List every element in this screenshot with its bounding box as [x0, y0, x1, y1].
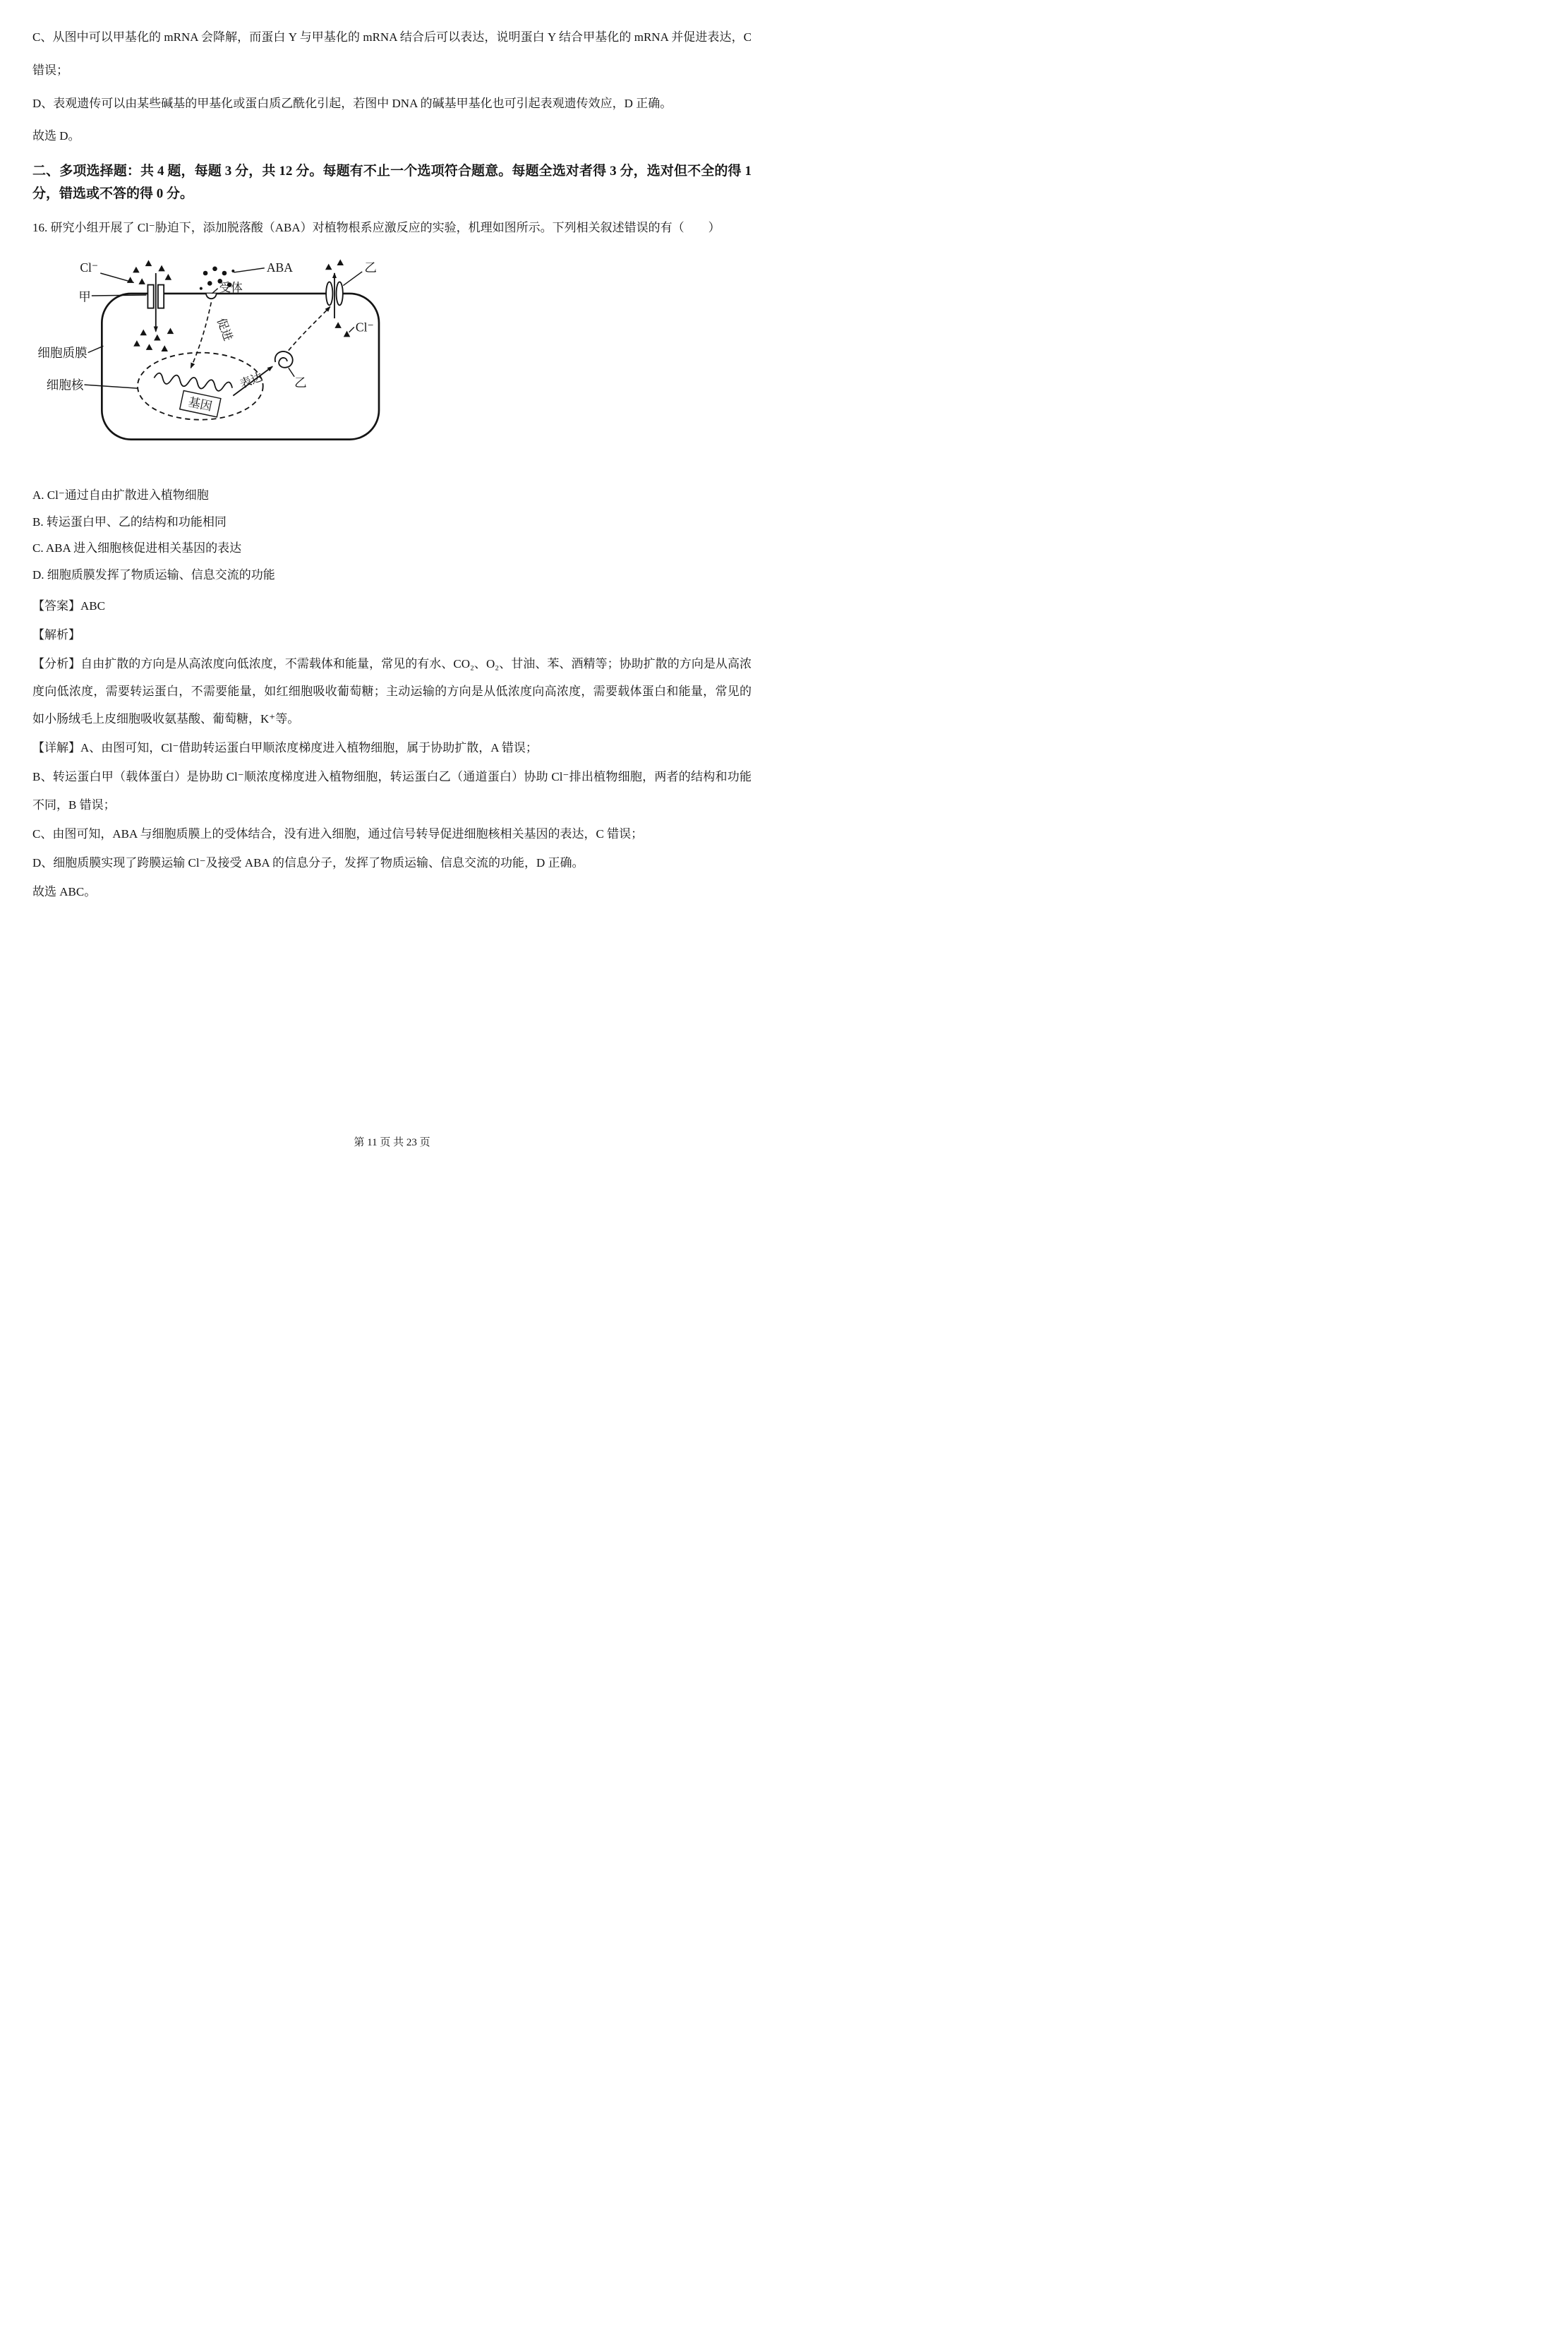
answer-choice-d: 故选 D。: [32, 129, 80, 143]
cl-particles-inside: [133, 328, 174, 351]
receptor-label: 受体: [219, 281, 243, 295]
question-16-options: [32, 482, 752, 588]
promote-label: 促进: [214, 316, 235, 343]
option-d: D. 细胞质膜发挥了物质运输、信息交流的功能: [32, 567, 275, 582]
nucleus-label: 细胞核: [46, 378, 84, 392]
option-b: B. 转运蛋白甲、乙的结构和功能相同: [32, 515, 227, 529]
cell-diagram-svg: [35, 251, 416, 470]
express-label: 表达: [238, 370, 265, 392]
section-heading: 二、多项选择题：共 4 题，每题 3 分，共 12 分。每题有不止一个选项符合题意。每题全选对者得 3 分，选对但不全的得 1 分，错选或不答的得 0 分。: [32, 164, 752, 202]
cell-membrane-outline: [102, 294, 379, 440]
protein-yi-top-label: 乙: [364, 260, 377, 275]
question-16-diagram: [35, 251, 752, 474]
cl-left-label: Cl⁻: [80, 260, 99, 275]
protein-yi-inner-label: 乙: [294, 375, 307, 390]
page-footer: 第 11 页 共 23 页: [354, 1137, 430, 1148]
cl-particles-outside: [127, 260, 171, 285]
explain-option-c: C、从图中可以甲基化的 mRNA 会降解，而蛋白 Y 与甲基化的 mRNA 结合后可以表达，说明蛋白 Y 结合甲基化的 mRNA 并促进表达，C 错误；: [32, 30, 752, 77]
plasma-membrane-label: 细胞质膜: [37, 346, 88, 361]
option-a: A. Cl⁻通过自由扩散进入植物细胞: [32, 488, 209, 503]
gene-label-box: [180, 391, 221, 417]
gene-label: 基因: [187, 395, 214, 414]
xiangjie-d: D、细胞质膜实现了跨膜运输 Cl⁻及接受 ABA 的信息分子，发挥了物质运输、信息交流的功能，D 正确。: [32, 855, 584, 870]
transport-protein-yi: [326, 273, 343, 318]
receptor-shape: [206, 294, 216, 299]
transport-protein-jia: [147, 273, 164, 332]
cl-right-label: Cl⁻: [355, 320, 374, 335]
answer-line: 【答案】ABC: [32, 598, 105, 613]
answer-choice-abc: 故选 ABC。: [32, 884, 97, 898]
option-c: C. ABA 进入细胞核促进相关基因的表达: [32, 541, 242, 555]
xiangjie-a: 【详解】A、由图可知，Cl⁻借助转运蛋白甲顺浓度梯度进入植物细胞，属于协助扩散，A 错误；: [32, 741, 538, 755]
xiangjie-b: B、转运蛋白甲（载体蛋白）是协助 Cl⁻顺浓度梯度进入植物细胞，转运蛋白乙（通道蛋白）协助 Cl⁻排出植物细胞，两者的结构和功能不同，B 错误；: [32, 770, 752, 812]
signal-promote-arrow: [191, 303, 211, 368]
explain-option-d: D、表观遗传可以由某些碱基的甲基化或蛋白质乙酰化引起，若图中 DNA 的碱基甲基化也可引起表观遗传效应，D 正确。: [32, 96, 673, 110]
protein-yi-blob: [275, 351, 293, 368]
dna-coil: [153, 370, 233, 396]
protein-to-channel-arrow: [289, 307, 330, 351]
xiangjie-c: C、由图可知，ABA 与细胞质膜上的受体结合，没有进入细胞，通过信号转导促进细胞核相关基因的表达，C 错误；: [32, 826, 644, 841]
exam-page: [0, 0, 784, 1173]
question-16-stem: 16. 研究小组开展了 Cl⁻胁迫下，添加脱落酸（ABA）对植物根系应激反应的实验，机理如图所示。下列相关叙述错误的有（ ）: [32, 220, 720, 234]
jiexi-line: 【解析】: [32, 628, 80, 642]
protein-jia-label: 甲: [78, 289, 91, 304]
fenxi-paragraph: 【分析】自由扩散的方向是从高浓度向低浓度，不需载体和能量，常见的有水、CO₂、O₂、甘油、苯、酒精等；协助扩散的方向是从高浓度向低浓度，需要转运蛋白，不需要能量，如红细胞吸收葡萄糖；主动运输的方向是从低浓度向高浓度，需要载体蛋白和能量，常见的如小肠绒毛上皮细胞吸收氨基酸、葡萄糖，K⁺等。: [32, 657, 752, 726]
aba-label: ABA: [266, 260, 293, 275]
